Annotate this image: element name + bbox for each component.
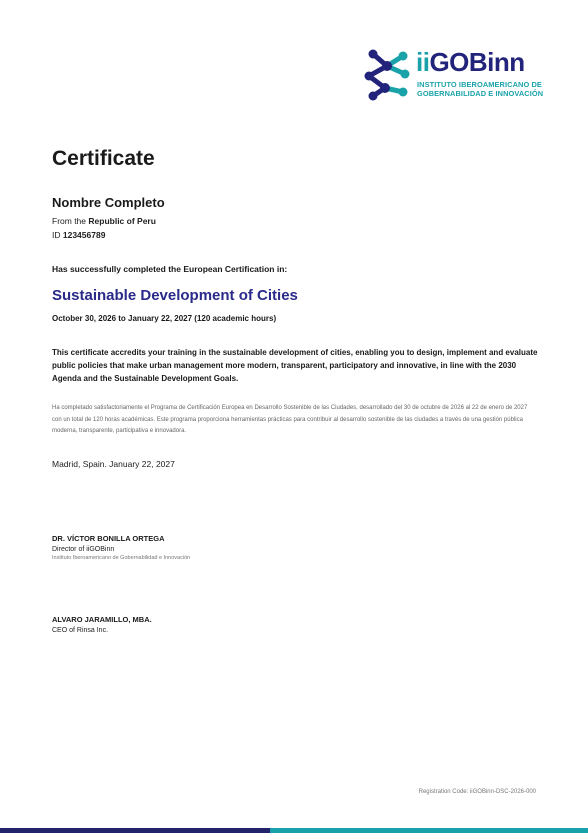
footer-bar-navy — [0, 828, 270, 833]
signatory-2-role: CEO of Rinsa Inc. — [52, 627, 109, 634]
signatory-2-name: ALVARO JARAMILLO, MBA. — [52, 615, 152, 624]
recipient-name: Nombre Completo — [52, 195, 165, 210]
logo-subtitle-line1: INSTITUTO IBEROAMERICANO DE — [417, 80, 542, 89]
registration-code: Registration Code: iiGOBinn-DSC-2026-000 — [418, 789, 536, 795]
footer-bar-teal — [270, 828, 588, 833]
molecule-network-icon — [359, 46, 413, 102]
logo-prefix: ii — [416, 47, 430, 77]
logo-subtitle — [417, 80, 543, 98]
footer-color-bar — [0, 828, 588, 833]
completion-statement: Has successfully completed the European Certification in: — [52, 264, 288, 274]
signatory-1-org: Instituto Iberoamericano de Gobernabilidad e Innovación — [52, 555, 191, 561]
iigobinn-logo — [359, 46, 544, 102]
logo-main: GOBinn — [429, 47, 525, 77]
recipient-origin — [52, 216, 156, 226]
id-value: 123456789 — [62, 230, 106, 240]
recipient-id — [52, 230, 105, 240]
spanish-description: Ha completado satisfactoriamente el Programa de Certificación Europea en Desarrollo Sostenible de las Ciudades, desarrollado del 30 de octubre de 2026 al 22 de enero de 2027 con un total de 120 horas académicas. Este programa proporciona herramientas prácticas para contribuir al desarrollo sostenible de las ciudades a través de una gestión pública moderna, transparente, participativa e innovadora. — [52, 405, 528, 434]
from-country: Republic of Peru — [88, 216, 156, 226]
logo-wordmark — [416, 48, 525, 76]
from-prefix: From the — [52, 216, 87, 226]
place-date: Madrid, Spain. January 22, 2027 — [52, 459, 175, 469]
program-dates: October 30, 2026 to January 22, 2027 (120 academic hours) — [52, 314, 277, 323]
signatory-1-role: Director of iiGOBinn — [52, 546, 115, 553]
signatory-1-name: DR. VÍCTOR BONILLA ORTEGA — [52, 534, 165, 543]
id-prefix: ID — [52, 230, 61, 240]
certificate-title: Certificate — [52, 147, 155, 170]
logo-subtitle-line2: GOBERNABILIDAD E INNOVACIÓN — [417, 89, 544, 98]
program-name: Sustainable Development of Cities — [52, 287, 298, 304]
accreditation-paragraph: This certificate accredits your training in the sustainable development of cities, enabling you to design, implement and evaluate public policies that make urban management more modern, transparent, participatory and innovative, in line with the 2030 Agenda and the Sustainable Development Goals. — [52, 348, 538, 383]
